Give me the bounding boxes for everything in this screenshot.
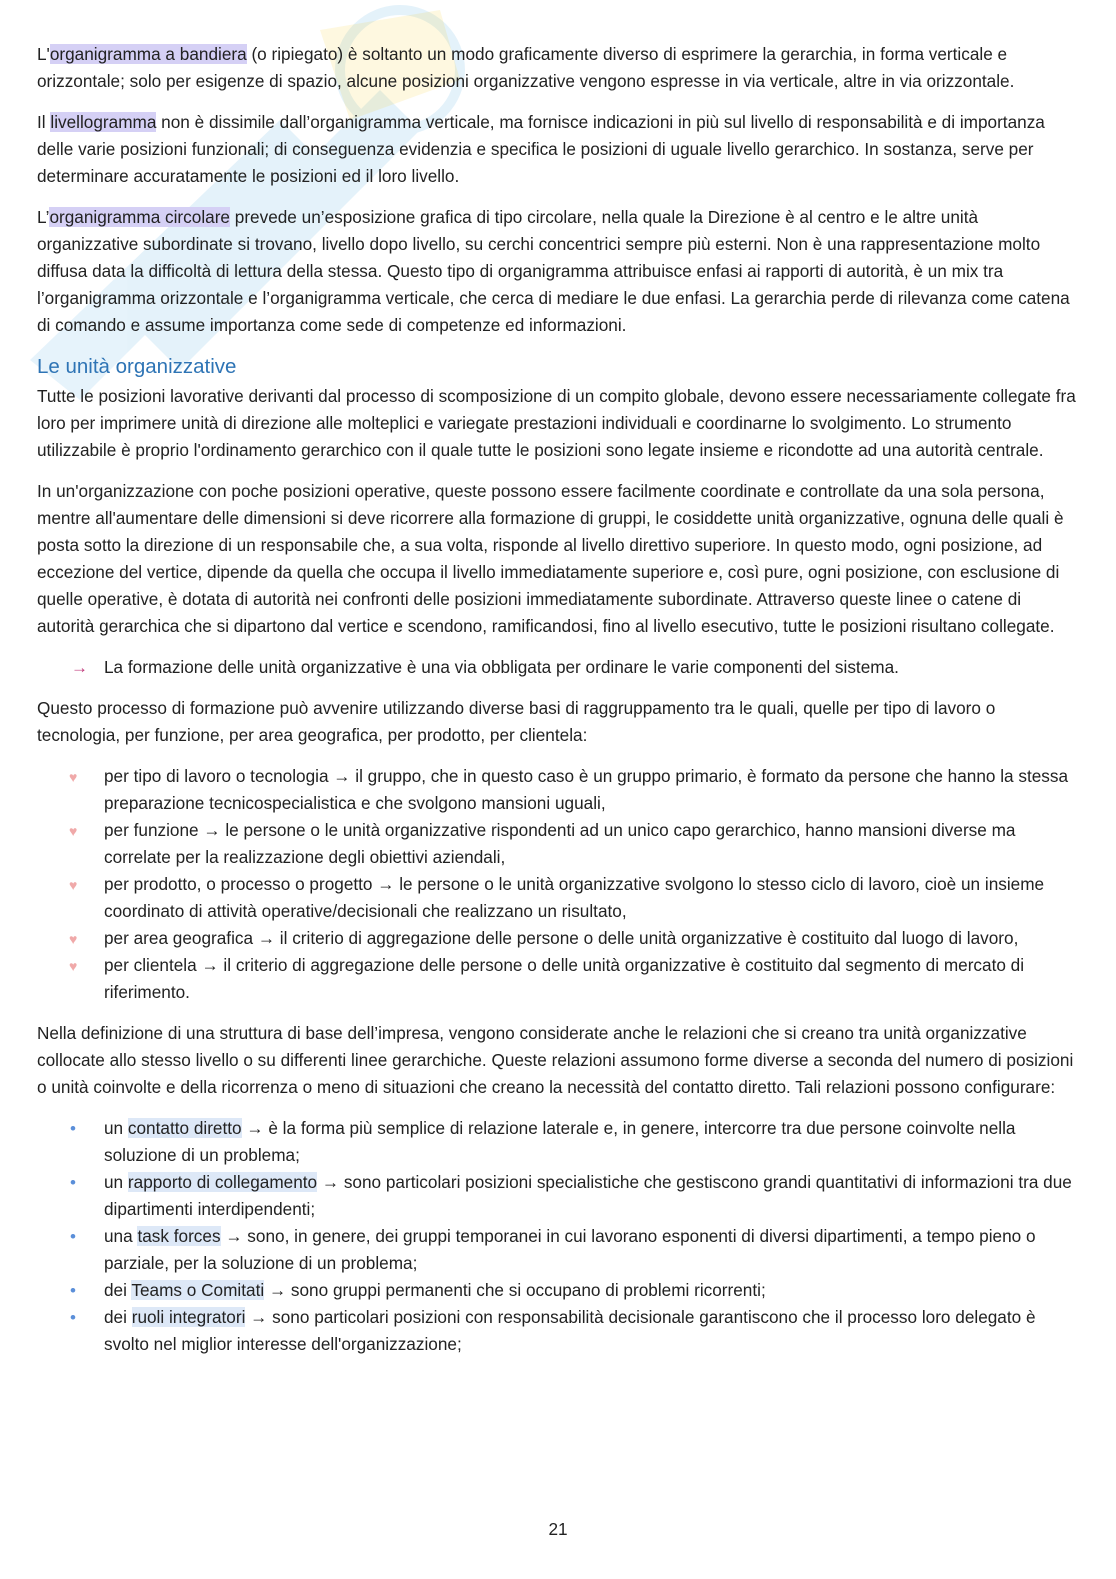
paragraph-organigramma-bandiera: L'organigramma a bandiera (o ripiegato) è soltanto un modo graficamente diverso di esprimere la gerarchia, in forma verticale e orizzontale; solo per esigenze di spazio, alcune posizioni organizzative vengono espresse in via verticale, altre in via orizzontale. — [37, 44, 1015, 91]
heart-icon: ♥ — [69, 931, 78, 947]
list-item: • una task forces → sono, in genere, dei gruppi temporanei in cui lavorano esponenti di diversi dipartimenti, a tempo pieno o parziale, per la soluzione di un problema; — [37, 1223, 1077, 1277]
bullet-dot-icon: • — [70, 1173, 76, 1192]
highlight-term: ruoli integratori — [131, 1307, 246, 1327]
paragraph-organigramma-circolare: L’organigramma circolare prevede un’esposizione grafica di tipo circolare, nella quale la Direzione è al centro e le altre unità organizzative subordinate si trovano, livello dopo livello, su cerchi concentrici sempre più esterni. Non è una rappresentazione molto diffusa data la difficoltà di lettura della stessa. Questo tipo di organigramma attribuisce enfasi ai rapporti di autorità, è un mix tra l’organigramma orizzontale e l’organigramma verticale, che cerca di mediare le due enfasi. La gerarchia perde di rilevanza come catena di comando e assume importanza come sede di competenze ed informazioni. — [37, 207, 1070, 335]
heart-icon: ♥ — [69, 769, 78, 785]
highlight-term: task forces — [137, 1226, 221, 1246]
highlight-term: contatto diretto — [127, 1118, 242, 1138]
paragraph-struttura-base: Nella definizione di una struttura di base dell’impresa, vengono considerate anche le relazioni che si creano tra unità organizzative collocate allo stesso livello o su differenti linee gerarchiche. Queste relazioni assumono forme diverse a seconda del numero di posizioni o unità coinvolte e della ricorrenza o meno di situazioni che creano la necessità del contatto diretto. Tali relazioni possono configurare: — [37, 1023, 1074, 1097]
list-item: • un contatto diretto → è la forma più semplice di relazione laterale e, in genere, intercorre tra due persone coinvolte nella soluzione di un problema; — [37, 1115, 1077, 1169]
heart-icon: ♥ — [69, 958, 78, 974]
highlight-term: organigramma circolare — [49, 207, 230, 227]
heart-icon: ♥ — [69, 877, 78, 893]
paragraph-processo-formazione: Questo processo di formazione può avvenire utilizzando diverse basi di raggruppamento tra le quali, quelle per tipo di lavoro o tecnologia, per funzione, per area geografica, per prodotto, per clientela: — [37, 698, 996, 745]
list-item: → La formazione delle unità organizzative è una via obbligata per ordinare le varie componenti del sistema. — [37, 654, 1077, 681]
document-page — [37, 41, 1077, 1372]
highlight-term: Teams o Comitati — [131, 1280, 265, 1300]
section-heading: Le unità organizzative — [37, 355, 237, 378]
list-item: ♥ per tipo di lavoro o tecnologia → il gruppo, che in questo caso è un gruppo primario, è formato da persone che hanno la stessa preparazione tecnicospecialistica e che svolgono mansioni uguali, — [69, 766, 1069, 813]
page-number: 21 — [548, 1519, 568, 1539]
highlight-term: livellogramma — [50, 112, 157, 132]
paragraph-organizzazione: In un'organizzazione con poche posizioni operative, queste possono essere facilmente coordinate e controllate da una sola persona, mentre all'aumentare delle dimensioni si deve ricorrere alla formazione di gruppi, le cosiddette unità organizzative, ognuna delle quali è posta sotto la direzione di un responsabile che, a sua volta, risponde al livello direttivo superiore. In questo modo, ogni posizione, ad eccezione del vertice, dipende da quella che occupa il livello immediatamente superiore e, così pure, ogni posizione, con esclusione di quelle operative, è dotata di autorità nei confronti delle posizioni immediatamente subordinate. Attraverso queste linee o catene di autorità gerarchica che si dipartono dal vertice e scendono, ramificandosi, fino al livello esecutivo, tutte le posizioni risultano collegate. — [37, 481, 1064, 636]
list-item: • dei Teams o Comitati → sono gruppi permanenti che si occupano di problemi ricorrenti; — [37, 1277, 1077, 1304]
paragraph-posizioni-lavorative: Tutte le posizioni lavorative derivanti dal processo di scomposizione di un compito globale, devono essere necessariamente collegate fra loro per imprimere unità di direzione alle molteplici e variegate prestazioni individuali e coordinarne lo svolgimento. Lo strumento utilizzabile è proprio l'ordinamento gerarchico con il quale tutte le posizioni sono legate insieme e ricondotte ad una autorità centrale. — [37, 386, 1076, 460]
list-item: ♥ per funzione → le persone o le unità organizzative rispondenti ad un unico capo gerarchico, hanno mansioni diverse ma correlate per la realizzazione degli obiettivi aziendali, — [69, 820, 1016, 867]
arrow-icon: → — [71, 658, 88, 677]
dot-bullet-list — [37, 1115, 1077, 1358]
bullet-dot-icon: • — [70, 1308, 76, 1327]
highlight-term: rapporto di collegamento — [127, 1172, 318, 1192]
list-item: • dei ruoli integratori → sono particolari posizioni con responsabilità decisionale garantiscono che il processo loro delegato è svolto nel miglior interesse dell'organizzazione; — [37, 1304, 1077, 1358]
highlight-term: organigramma a bandiera — [49, 44, 247, 64]
list-item: ♥ per clientela → il criterio di aggregazione delle persone o delle unità organizzative è costituito dal segmento di mercato di riferimento. — [69, 955, 1025, 1002]
list-item: ♥ per prodotto, o processo o progetto → le persone o le unità organizzative svolgono lo stesso ciclo di lavoro, cioè un insieme coordinato di attività operative/decisionali che realizzano un risultato, — [69, 874, 1045, 921]
heart-bullet-list — [37, 763, 1077, 1006]
list-item: • un rapporto di collegamento → sono particolari posizioni specialistiche che gestiscono grandi quantitativi di informazioni tra due dipartimenti interdipendenti; — [37, 1169, 1077, 1223]
paragraph-livellogramma: Il livellogramma non è dissimile dall’organigramma verticale, ma fornisce indicazioni in più sul livello di responsabilità e di importanza delle varie posizioni funzionali; di conseguenza evidenzia e specifica le posizioni di uguale livello gerarchico. In sostanza, serve per determinare accuratamente le posizioni ed il loro livello. — [37, 112, 1045, 186]
bullet-dot-icon: • — [70, 1119, 76, 1138]
bullet-dot-icon: • — [70, 1281, 76, 1300]
arrow-list — [37, 654, 1077, 681]
heart-icon: ♥ — [69, 823, 78, 839]
bullet-dot-icon: • — [70, 1227, 76, 1246]
list-item: ♥ per area geografica → il criterio di aggregazione delle persone o delle unità organizzative è costituito dal luogo di lavoro, — [37, 925, 1077, 952]
